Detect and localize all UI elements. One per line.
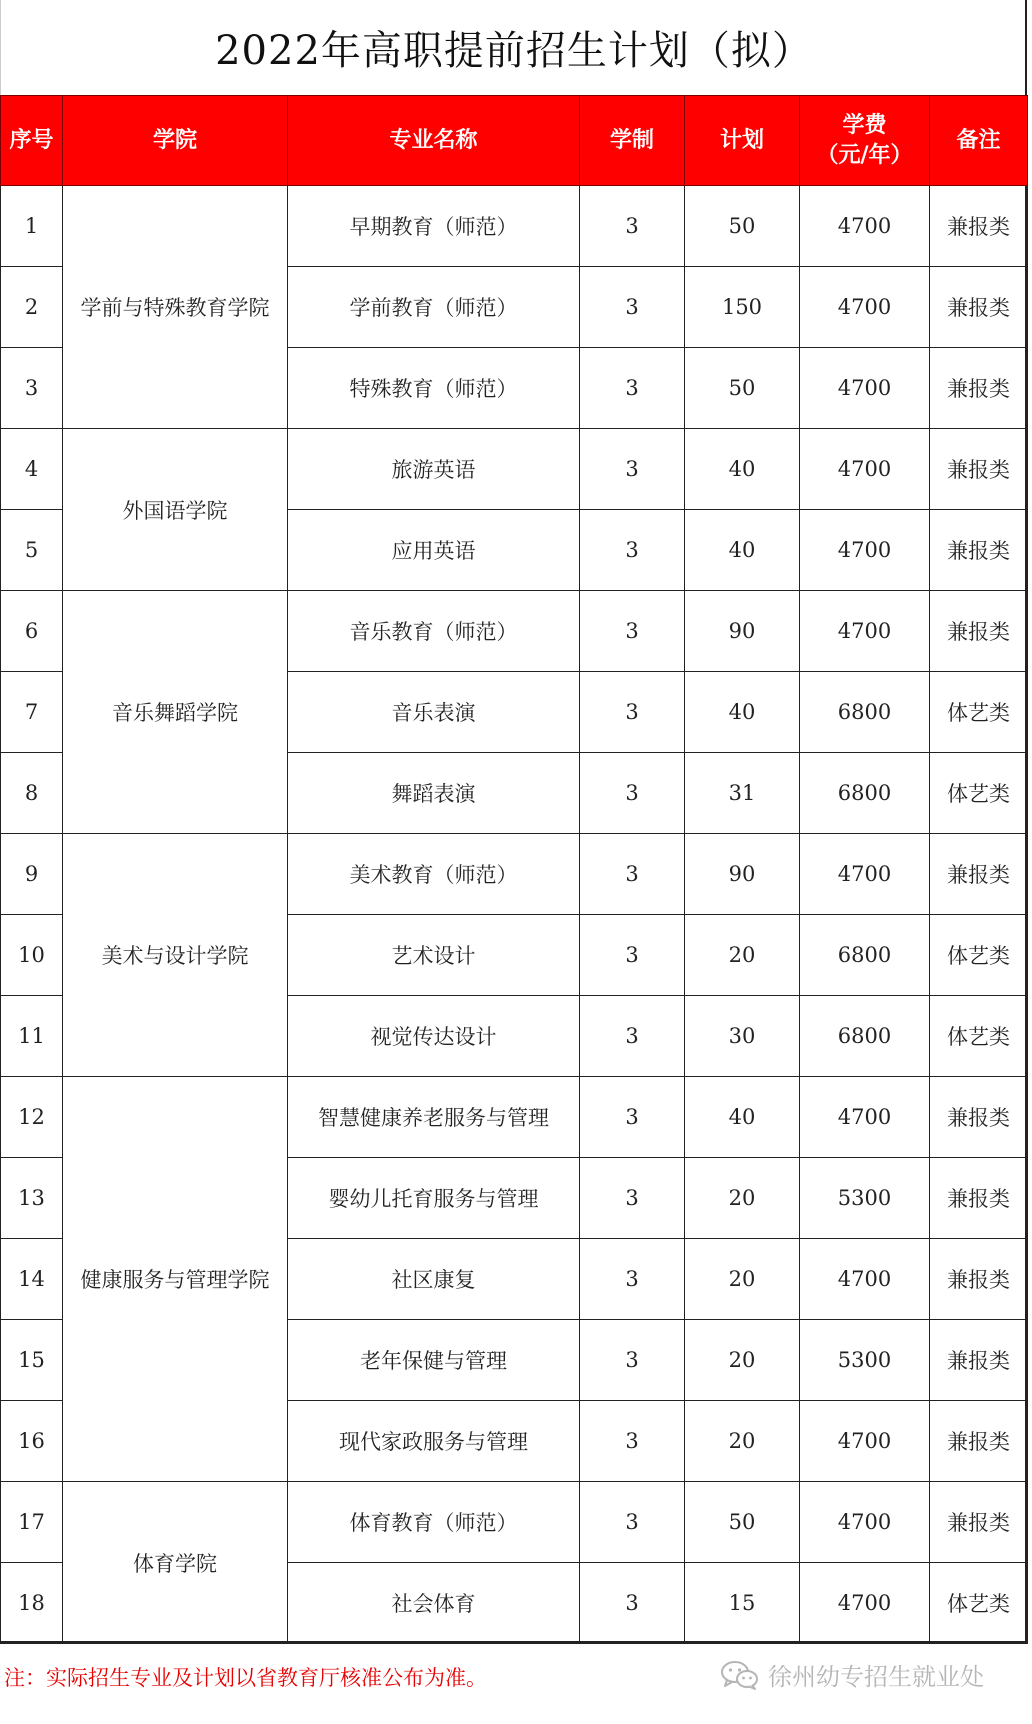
duration-value: 3 — [580, 1401, 685, 1482]
tuition-value: 4700 — [800, 1077, 930, 1158]
tuition-value: 4700 — [800, 1563, 930, 1644]
college-name: 美术与设计学院 — [63, 834, 288, 1077]
table-body — [1, 186, 1028, 1644]
major-name: 社区康复 — [288, 1239, 580, 1320]
tuition-value: 5300 — [800, 1320, 930, 1401]
page-title: 2022年高职提前招生计划（拟） — [0, 0, 1027, 95]
footer — [0, 1645, 1032, 1724]
duration-value: 3 — [580, 996, 685, 1077]
plan-value: 20 — [685, 1158, 800, 1239]
table-row — [1, 591, 1028, 672]
row-number: 4 — [1, 429, 63, 510]
duration-value: 3 — [580, 1482, 685, 1563]
major-name: 旅游英语 — [288, 429, 580, 510]
header-tuition — [800, 96, 930, 186]
row-number: 17 — [1, 1482, 63, 1563]
table-row — [1, 186, 1028, 267]
note-value: 体艺类 — [930, 672, 1028, 753]
major-name: 音乐表演 — [288, 672, 580, 753]
plan-value: 90 — [685, 591, 800, 672]
table-row — [1, 1482, 1028, 1563]
major-name: 美术教育（师范） — [288, 834, 580, 915]
note-value: 兼报类 — [930, 267, 1028, 348]
note-value: 兼报类 — [930, 1158, 1028, 1239]
tuition-value: 4700 — [800, 348, 930, 429]
major-name: 学前教育（师范） — [288, 267, 580, 348]
row-number: 11 — [1, 996, 63, 1077]
tuition-value: 4700 — [800, 1239, 930, 1320]
plan-value: 20 — [685, 1320, 800, 1401]
major-name: 特殊教育（师范） — [288, 348, 580, 429]
watermark-text: 徐州幼专招生就业处 — [768, 1663, 984, 1691]
header-tuition-line2: （元/年） — [816, 142, 913, 168]
tuition-value: 6800 — [800, 672, 930, 753]
note-value: 兼报类 — [930, 1077, 1028, 1158]
duration-value: 3 — [580, 429, 685, 510]
note-value: 兼报类 — [930, 429, 1028, 510]
plan-value: 31 — [685, 753, 800, 834]
note-value: 兼报类 — [930, 186, 1028, 267]
note-value: 体艺类 — [930, 753, 1028, 834]
plan-value: 50 — [685, 186, 800, 267]
header-major: 专业名称 — [288, 96, 580, 186]
note-value: 兼报类 — [930, 1320, 1028, 1401]
tuition-value: 4700 — [800, 1482, 930, 1563]
major-name: 现代家政服务与管理 — [288, 1401, 580, 1482]
plan-value: 30 — [685, 996, 800, 1077]
major-name: 早期教育（师范） — [288, 186, 580, 267]
duration-value: 3 — [580, 834, 685, 915]
row-number: 10 — [1, 915, 63, 996]
header-duration: 学制 — [580, 96, 685, 186]
major-name: 婴幼儿托育服务与管理 — [288, 1158, 580, 1239]
header-note: 备注 — [930, 96, 1028, 186]
duration-value: 3 — [580, 591, 685, 672]
college-name: 体育学院 — [63, 1482, 288, 1644]
note-value: 兼报类 — [930, 1239, 1028, 1320]
tuition-value: 6800 — [800, 996, 930, 1077]
major-name: 智慧健康养老服务与管理 — [288, 1077, 580, 1158]
tuition-value: 4700 — [800, 429, 930, 510]
tuition-value: 4700 — [800, 267, 930, 348]
major-name: 体育教育（师范） — [288, 1482, 580, 1563]
duration-value: 3 — [580, 1563, 685, 1644]
table-row — [1, 834, 1028, 915]
plan-value: 90 — [685, 834, 800, 915]
tuition-value: 6800 — [800, 915, 930, 996]
note-value: 兼报类 — [930, 1401, 1028, 1482]
note-value: 兼报类 — [930, 510, 1028, 591]
plan-value: 40 — [685, 1077, 800, 1158]
footnote: 注：实际招生专业及计划以省教育厅核准公布为准。 — [4, 1666, 487, 1690]
plan-value: 50 — [685, 1482, 800, 1563]
duration-value: 3 — [580, 267, 685, 348]
row-number: 6 — [1, 591, 63, 672]
plan-value: 20 — [685, 915, 800, 996]
tuition-value: 4700 — [800, 1401, 930, 1482]
tuition-value: 4700 — [800, 510, 930, 591]
tuition-value: 4700 — [800, 834, 930, 915]
major-name: 老年保健与管理 — [288, 1320, 580, 1401]
college-name: 音乐舞蹈学院 — [63, 591, 288, 834]
header-no: 序号 — [1, 96, 63, 186]
note-value: 兼报类 — [930, 1482, 1028, 1563]
row-number: 12 — [1, 1077, 63, 1158]
duration-value: 3 — [580, 753, 685, 834]
wechat-icon — [720, 1659, 760, 1691]
header-college: 学院 — [63, 96, 288, 186]
duration-value: 3 — [580, 1158, 685, 1239]
duration-value: 3 — [580, 510, 685, 591]
enrollment-plan-table — [0, 95, 1028, 1644]
major-name: 艺术设计 — [288, 915, 580, 996]
row-number: 1 — [1, 186, 63, 267]
table-row — [1, 429, 1028, 510]
plan-value: 150 — [685, 267, 800, 348]
watermark — [720, 1657, 984, 1692]
tuition-value: 5300 — [800, 1158, 930, 1239]
major-name: 音乐教育（师范） — [288, 591, 580, 672]
row-number: 8 — [1, 753, 63, 834]
row-number: 13 — [1, 1158, 63, 1239]
header-tuition-line1: 学费 — [842, 112, 887, 138]
duration-value: 3 — [580, 1239, 685, 1320]
note-value: 体艺类 — [930, 996, 1028, 1077]
duration-value: 3 — [580, 348, 685, 429]
college-name: 健康服务与管理学院 — [63, 1077, 288, 1482]
row-number: 16 — [1, 1401, 63, 1482]
row-number: 7 — [1, 672, 63, 753]
row-number: 14 — [1, 1239, 63, 1320]
header-plan: 计划 — [685, 96, 800, 186]
plan-value: 15 — [685, 1563, 800, 1644]
major-name: 社会体育 — [288, 1563, 580, 1644]
row-number: 5 — [1, 510, 63, 591]
note-value: 兼报类 — [930, 591, 1028, 672]
note-value: 兼报类 — [930, 348, 1028, 429]
duration-value: 3 — [580, 672, 685, 753]
tuition-value: 6800 — [800, 753, 930, 834]
header-row — [1, 96, 1028, 186]
duration-value: 3 — [580, 1077, 685, 1158]
tuition-value: 4700 — [800, 591, 930, 672]
major-name: 舞蹈表演 — [288, 753, 580, 834]
row-number: 18 — [1, 1563, 63, 1644]
table-row — [1, 1077, 1028, 1158]
plan-value: 40 — [685, 510, 800, 591]
duration-value: 3 — [580, 1320, 685, 1401]
note-value: 体艺类 — [930, 1563, 1028, 1644]
college-name: 外国语学院 — [63, 429, 288, 591]
note-value: 兼报类 — [930, 834, 1028, 915]
plan-value: 20 — [685, 1401, 800, 1482]
duration-value: 3 — [580, 915, 685, 996]
note-value: 体艺类 — [930, 915, 1028, 996]
row-number: 15 — [1, 1320, 63, 1401]
college-name: 学前与特殊教育学院 — [63, 186, 288, 429]
major-name: 视觉传达设计 — [288, 996, 580, 1077]
row-number: 3 — [1, 348, 63, 429]
row-number: 2 — [1, 267, 63, 348]
major-name: 应用英语 — [288, 510, 580, 591]
plan-value: 40 — [685, 429, 800, 510]
plan-value: 40 — [685, 672, 800, 753]
row-number: 9 — [1, 834, 63, 915]
plan-value: 20 — [685, 1239, 800, 1320]
tuition-value: 4700 — [800, 186, 930, 267]
duration-value: 3 — [580, 186, 685, 267]
plan-value: 50 — [685, 348, 800, 429]
